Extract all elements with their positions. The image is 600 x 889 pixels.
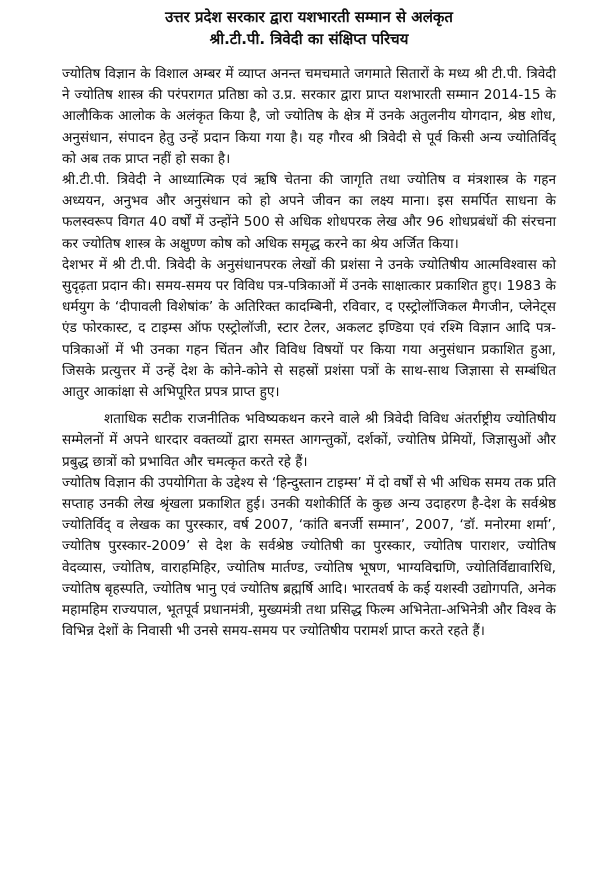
title-line-1: उत्तर प्रदेश सरकार द्वारा यशभारती सम्मान से अलंकृत [165, 8, 453, 26]
title-line-2: श्री.टी.पी. त्रिवेदी का संक्षिप्त परिचय [209, 30, 409, 48]
paragraph-intro: ज्योतिष विज्ञान के विशाल अम्बर में व्याप्त अनन्त चमचमाते जगमाते सितारों के मध्य श्री टी.पी. त्रिवेदी ने ज्योतिष शास्त्र की परंपरागत प्रतिष्ठा को उ.प्र. सरकार द्वारा प्राप्त यशभारती सम्मान 2014-15 के आलौकिक आलोक के अलंकृत किया है, जो ज्योतिष के क्षेत्र में उनके अतुलनीय योगदान, श्रेष्ठ शोध, अनुसंधान, संपादन हेतु उन्हें प्रदान किया गया है। यह गौरव श्री त्रिवेदी से पूर्व किसी अन्य ज्योतिर्विद् को अब तक प्राप्त नहीं हो सका है। [62, 66, 556, 167]
paragraph-predictions: शताधिक सटीक राजनीतिक भविष्यकथन करने वाले श्री त्रिवेदी विविध अंतर्राष्ट्रीय ज्योतिषीय सम्मेलनों में अपने धारदार वक्तव्यों द्वारा समस्त आगन्तुकों, दर्शकों, ज्योतिष प्रेमियों, जिज्ञासुओं और प्रबुद्ध छात्रों को प्रभावित और चमत्कृत करते रहे हैं। [62, 411, 556, 470]
paragraph-publications: देशभर में श्री टी.पी. त्रिवेदी के अनुसंधानपरक लेखों की प्रशंसा ने उनके ज्योतिषीय आत्मविश्वास को सुदृढ़ता प्रदान की। समय-समय पर विविध पत्र-पत्रिकाओं में उनके साक्षात्कार प्रकाशित हुए। 1983 के धर्मयुग के ‘दीपावली विशेषांक’ के अतिरिक्त कादम्बिनी, रविवार, द एस्ट्रोलॉजिकल मैगजीन, प्लेनेट्स एंड फोरकास्ट, द टाइम्स ऑफ एस्ट्रोलॉजी, स्टार टेलर, अकलट इण्डिया एवं रश्मि विज्ञान आदि पत्र-पत्रिकाओं में भी उनका गहन चिंतन और विविध विषयों पर किया गया अनुसंधान प्रकाशित हुआ, जिसके प्रत्युत्तर में उन्हें देश के कोने-कोने से सहस्रों प्रशंसा पत्रों के साथ-साथ जिज्ञासा से सम्बंधित आतुर आकांक्षा से अभिपूरित प्रपत्र प्राप्त हुए। [62, 256, 556, 401]
paragraph-research: श्री.टी.पी. त्रिवेदी ने आध्यात्मिक एवं ऋषि चेतना की जागृति तथा ज्योतिष व मंत्रशास्त्र के गहन अध्ययन, अनुभव और अनुसंधान को हो अपने जीवन का लक्ष्य माना। इस समर्पित साधना के फलस्वरूप विगत 40 वर्षों में उन्होंने 500 से अधिक शोधपरक लेख और 96 शोधप्रबंधों की संरचना कर ज्योतिष शास्त्र के अक्षुण्ण कोष को अधिक समृद्ध करने का श्रेय अर्जित किया। [62, 172, 556, 252]
paragraph-awards: ज्योतिष विज्ञान की उपयोगिता के उद्देश्य से ‘हिन्दुस्तान टाइम्स’ में दो वर्षों से भी अधिक समय तक प्रति सप्ताह उनकी लेख श्रृंखला प्रकाशित हुई। उनकी यशोकीर्ति के कुछ अन्य उदाहरण है-देश के सर्वश्रेष्ठ ज्योतिर्विद् व लेखक का पुरस्कार, वर्ष 2007, ‘कांति बनर्जी सम्मान’, 2007, ‘डॉ. मनोरमा शर्मा’, ज्योतिष पुरस्कार-2009’ से देश के सर्वश्रेष्ठ ज्योतिषी का पुरस्कार, ज्योतिष पाराशर, ज्योतिष वेदव्यास, ज्योतिष, वाराहमिहिर, ज्योतिष मार्तण्ड, ज्योतिष भूषण, भाग्यविद्मणि, ज्योतिर्विद्यावारिधि, ज्योतिष बृहस्पति, ज्योतिष भानु एवं ज्योतिष ब्रह्मर्षि आदि। भारतवर्ष के कई यशस्वी उद्योगपति, अनेक महामहिम राज्यपाल, भूतपूर्व प्रधानमंत्री, मुख्यमंत्री तथा प्रसिद्ध फिल्म अभिनेता-अभिनेत्री और विश्व के विभिन्न देशों के निवासी भी उनसे समय-समय पर ज्योतिषीय परामर्श प्राप्त करते रहते हैं। [62, 474, 556, 640]
document-title [62, 6, 556, 50]
